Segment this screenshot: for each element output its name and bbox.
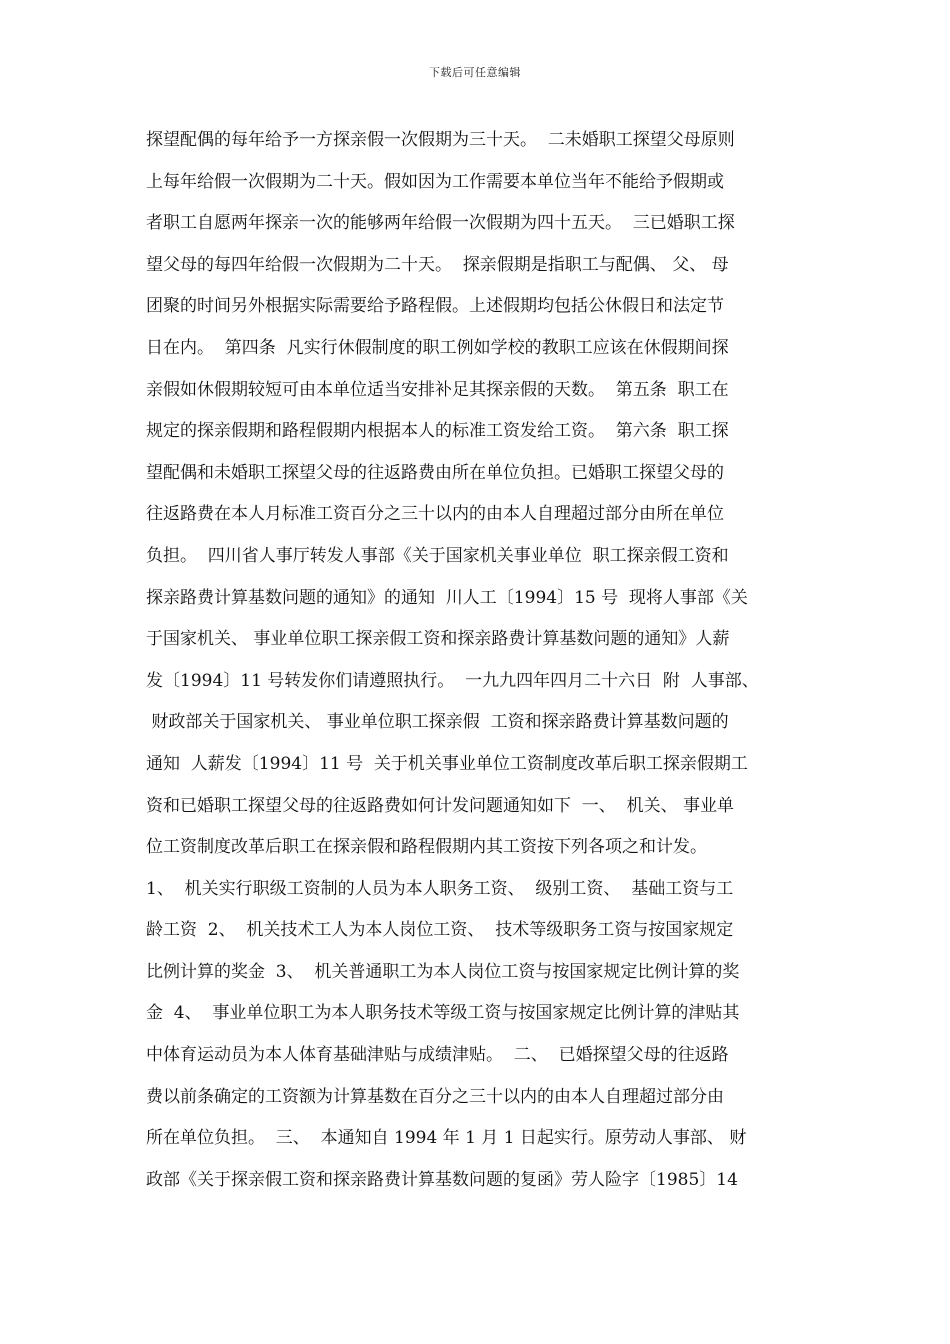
page-header: 下载后可任意编辑 [429,66,521,79]
text-line: 望父母的每四年给假一次假期为二十天。 探亲假期是指职工与配偶、 父、 母 [146,254,729,275]
text-line: 者职工自愿两年探亲一次的能够两年给假一次假期为四十五天。 三已婚职工探 [146,213,735,234]
text-line: 探亲路费计算基数问题的通知》的通知 川人工〔1994〕15 号 现将人事部《关 [146,587,748,608]
text-line: 位工资制度改革后职工在探亲假和路程假期内其工资按下列各项之和计发。 [146,837,707,858]
text-line: 中体育运动员为本人体育基础津贴与成绩津贴。 二、 已婚探望父母的往返路 [146,1045,729,1066]
text-line: 亲假如休假期较短可由本单位适当安排补足其探亲假的天数。 第五条 职工在 [146,379,729,400]
text-line: 探望配偶的每年给予一方探亲假一次假期为三十天。 二未婚职工探望父母原则 [146,130,735,150]
text-line: 发〔1994〕11 号转发你们请遵照执行。 一九九四年四月二十六日 附 人事部、 [146,670,759,691]
text-line: 比例计算的奖金 3、 机关普通职工为本人岗位工资与按国家规定比例计算的奖 [146,961,740,982]
text-line: 于国家机关、 事业单位职工探亲假工资和探亲路费计算基数问题的通知》人薪 [146,629,730,650]
text-line: 财政部关于国家机关、 事业单位职工探亲假 工资和探亲路费计算基数问题的 [146,712,729,733]
text-line: 费以前条确定的工资额为计算基数在百分之三十以内的由本人自理超过部分由 [146,1086,724,1107]
text-line: 金 4、 事业单位职工为本人职务技术等级工资与按国家规定比例计算的津贴其 [146,1003,740,1024]
text-line: 规定的探亲假期和路程假期内根据本人的标准工资发给工资。 第六条 职工探 [146,421,729,442]
text-line: 通知 人薪发〔1994〕11 号 关于机关事业单位工资制度改革后职工探亲假期工 [146,753,748,774]
text-line: 团聚的时间另外根据实际需要给予路程假。上述假期均包括公休假日和法定节 [146,296,724,317]
text-line: 上每年给假一次假期为二十天。假如因为工作需要本单位当年不能给予假期或 [146,171,724,192]
text-line: 政部《关于探亲假工资和探亲路费计算基数问题的复函》劳人险字〔1985〕14 [146,1169,738,1190]
text-line: 资和已婚职工探望父母的往返路费如何计发问题通知如下 一、 机关、 事业单 [146,795,735,816]
text-line: 负担。 四川省人事厅转发人事部《关于国家机关事业单位 职工探亲假工资和 [146,545,729,566]
text-line: 日在内。 第四条 凡实行休假制度的职工例如学校的教职工应该在休假期间探 [146,337,729,358]
text-line: 望配偶和未婚职工探望父母的往返路费由所在单位负担。已婚职工探望父母的 [146,462,724,483]
document-body [146,120,826,1201]
text-line: 1、 机关实行职级工资制的人员为本人职务工资、 级别工资、 基础工资与工 [146,878,734,899]
text-line: 往返路费在本人月标准工资百分之三十以内的由本人自理超过部分由所在单位 [146,504,724,525]
text-line: 所在单位负担。 三、 本通知自 1994 年 1 月 1 日起实行。原劳动人事部、 财 [146,1128,747,1149]
text-line: 龄工资 2、 机关技术工人为本人岗位工资、 技术等级职务工资与按国家规定 [146,920,734,941]
